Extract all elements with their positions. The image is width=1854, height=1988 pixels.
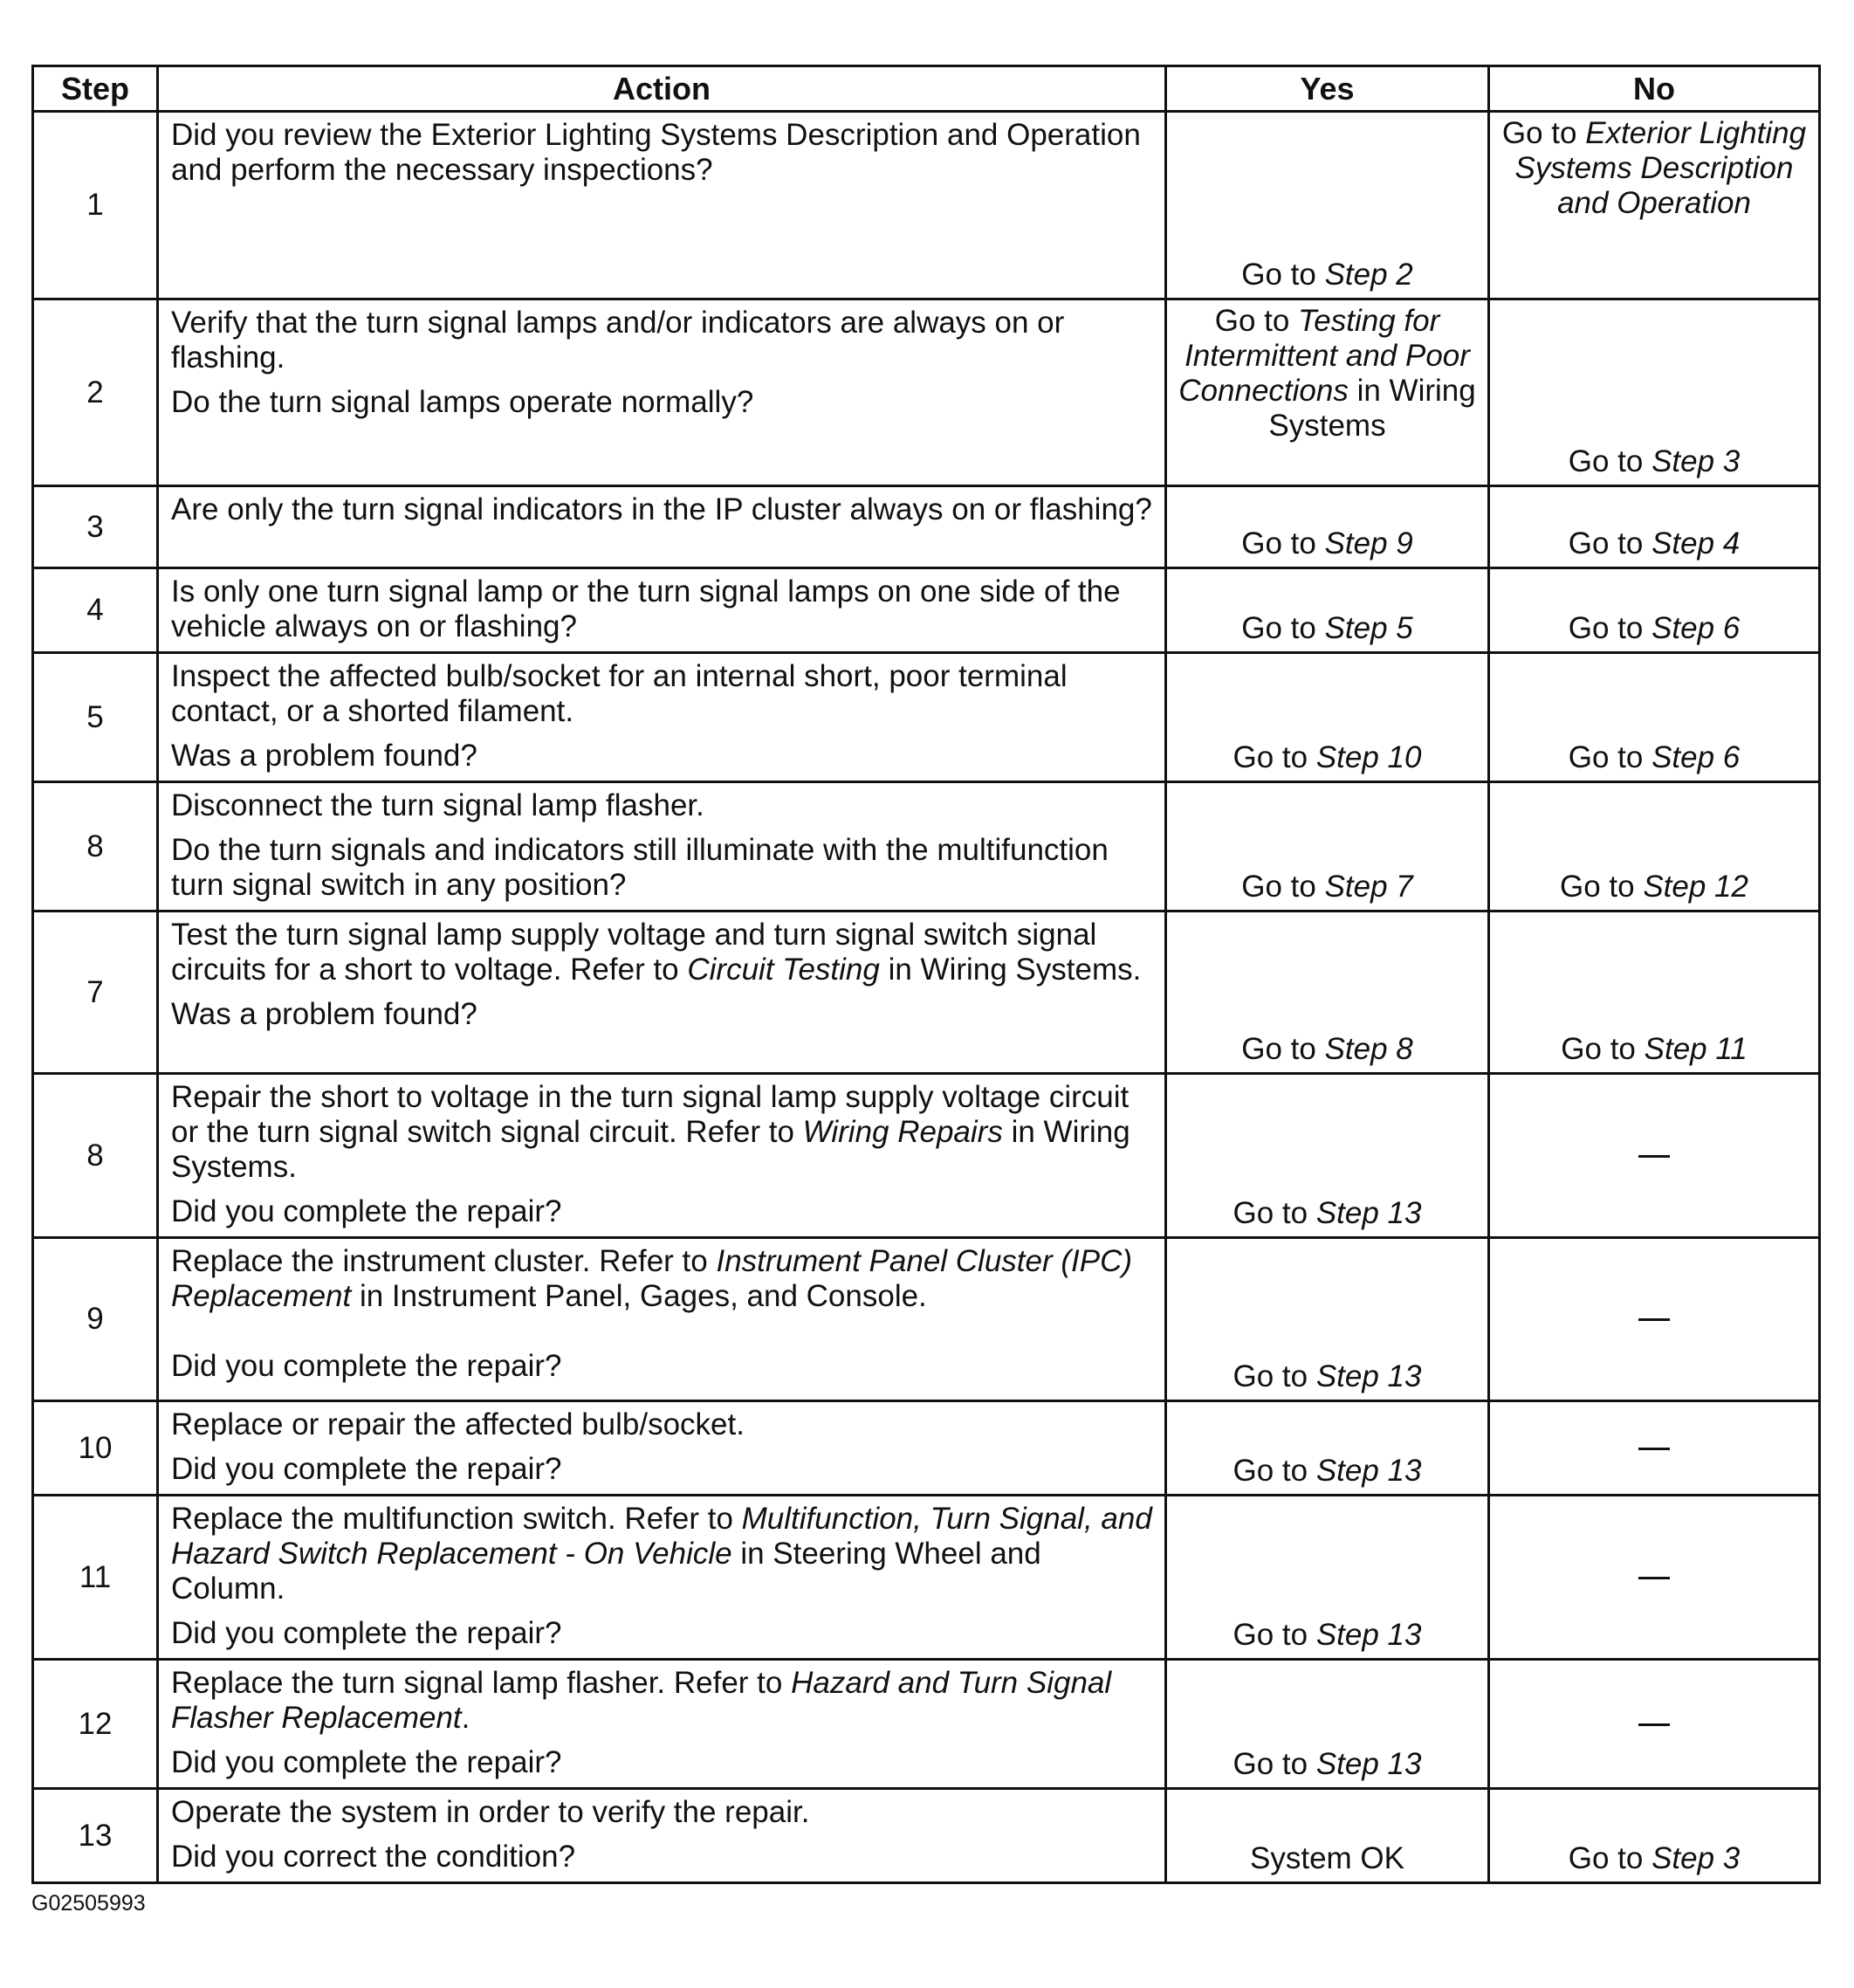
yes-cell [1166, 1074, 1489, 1238]
header-no: No [1489, 66, 1820, 112]
italic-reference: Exterior Lighting Systems Description and Operation [1514, 116, 1807, 220]
italic-reference: Step 6 [1651, 611, 1741, 645]
text-run: Go to [1568, 444, 1652, 478]
table-row [33, 486, 1820, 568]
text-run: Go to [1233, 1747, 1316, 1781]
yes-cell [1166, 486, 1489, 568]
table-row [33, 1401, 1820, 1496]
no-cell [1489, 653, 1820, 782]
italic-reference: Step 6 [1651, 740, 1741, 774]
text-run: Go to [1241, 258, 1325, 292]
no-cell [1489, 112, 1820, 299]
text-run: Verify that the turn signal lamps and/or indicators are always on or flashing. [171, 306, 1065, 375]
action-cell [158, 1238, 1166, 1401]
table-row [33, 568, 1820, 653]
action-text [171, 118, 1152, 188]
text-run: Test the turn signal lamp supply voltage and turn signal switch signal circuits for a short to voltage. Refer to [171, 918, 1097, 987]
italic-reference: Step 12 [1643, 870, 1748, 904]
text-run: Go to [1233, 1359, 1316, 1393]
action-cell [158, 112, 1166, 299]
no-cell [1489, 486, 1820, 568]
step-number: 11 [33, 1496, 158, 1660]
text-run: Is only one turn signal lamp or the turn signal lamps on one side of the vehicle always on or flashing? [171, 574, 1121, 643]
dash-mark [1638, 1723, 1670, 1726]
yes-cell [1166, 1660, 1489, 1789]
yes-cell [1166, 1789, 1489, 1883]
step-number: 9 [33, 1238, 158, 1401]
action-cell [158, 782, 1166, 911]
spacer [171, 1314, 1152, 1349]
text-run: Operate the system in order to verify the repair. [171, 1795, 810, 1829]
step-number: 1 [33, 112, 158, 299]
action-question [171, 1840, 1152, 1874]
italic-reference: Step 9 [1324, 526, 1413, 561]
step-number: 8 [33, 782, 158, 911]
text-run: in Steering Wheel and Column. [171, 1537, 1041, 1606]
step-number: 12 [33, 1660, 158, 1789]
action-question [171, 739, 1152, 774]
text-run: . [461, 1701, 470, 1735]
action-question [171, 1194, 1152, 1229]
dash-mark [1638, 1448, 1670, 1450]
yes-cell [1166, 568, 1489, 653]
action-question [171, 833, 1152, 903]
text-run: Did you complete the repair? [171, 1349, 562, 1383]
step-number: 3 [33, 486, 158, 568]
table-row [33, 782, 1820, 911]
step-number: 13 [33, 1789, 158, 1883]
table-row [33, 1660, 1820, 1789]
action-text [171, 1502, 1152, 1606]
text-run: Replace or repair the affected bulb/socket. [171, 1407, 745, 1441]
text-run: Do the turn signals and indicators still illuminate with the multifunction turn signal switch in any position? [171, 833, 1109, 902]
yes-cell [1166, 1496, 1489, 1660]
header-row [33, 66, 1820, 112]
no-cell-empty [1489, 1496, 1820, 1660]
no-cell [1489, 911, 1820, 1074]
action-cell [158, 653, 1166, 782]
action-cell [158, 1401, 1166, 1496]
dash-mark [1638, 1318, 1670, 1321]
header-action: Action [158, 66, 1166, 112]
yes-cell [1166, 299, 1489, 486]
no-cell-empty [1489, 1074, 1820, 1238]
italic-reference: Step 13 [1315, 1359, 1422, 1393]
no-cell [1489, 1789, 1820, 1883]
italic-reference: Step 5 [1324, 611, 1413, 645]
action-text [171, 1795, 1152, 1830]
step-number: 2 [33, 299, 158, 486]
yes-cell [1166, 653, 1489, 782]
text-run: Go to [1241, 611, 1325, 645]
text-run: Replace the turn signal lamp flasher. Refer to [171, 1666, 792, 1700]
text-run: Was a problem found? [171, 739, 477, 773]
text-run: in Wiring Systems. [171, 1115, 1130, 1184]
step-number: 4 [33, 568, 158, 653]
action-cell [158, 486, 1166, 568]
text-run: System OK [1250, 1841, 1404, 1875]
italic-reference: Step 3 [1651, 1841, 1741, 1875]
text-run: Did you review the Exterior Lighting Systems Description and Operation and perform the necessary inspections? [171, 118, 1141, 187]
header-step: Step [33, 66, 158, 112]
action-question [171, 1452, 1152, 1487]
italic-reference: Step 3 [1651, 444, 1741, 478]
yes-cell [1166, 1401, 1489, 1496]
text-run: Was a problem found? [171, 997, 477, 1031]
italic-reference: Step 4 [1651, 526, 1741, 561]
action-text [171, 918, 1152, 987]
text-run: Go to [1233, 740, 1316, 774]
yes-cell [1166, 911, 1489, 1074]
action-question [171, 997, 1152, 1032]
action-cell [158, 1660, 1166, 1789]
italic-reference: Step 13 [1315, 1618, 1422, 1652]
text-run: Replace the instrument cluster. Refer to [171, 1244, 717, 1278]
text-run: Go to [1233, 1454, 1316, 1488]
text-run: Did you correct the condition? [171, 1840, 576, 1874]
step-number: 5 [33, 653, 158, 782]
yes-cell [1166, 112, 1489, 299]
no-cell [1489, 782, 1820, 911]
step-number: 8 [33, 1074, 158, 1238]
text-run: Go to [1241, 870, 1325, 904]
italic-reference: Circuit Testing [687, 953, 880, 987]
text-run: Do the turn signal lamps operate normally? [171, 385, 754, 419]
text-run: Go to [1241, 1032, 1325, 1066]
action-text [171, 574, 1152, 644]
italic-reference: Step 13 [1315, 1454, 1422, 1488]
italic-reference: Wiring Repairs [802, 1115, 1003, 1149]
text-run: Repair the short to voltage in the turn signal lamp supply voltage circuit or the turn signal switch signal circuit. Refer to [171, 1080, 1130, 1149]
yes-cell [1166, 782, 1489, 911]
figure-id: G02505993 [31, 1891, 146, 1916]
action-text [171, 1244, 1152, 1314]
action-text [171, 1407, 1152, 1442]
action-text [171, 492, 1152, 527]
text-run: Are only the turn signal indicators in the IP cluster always on or flashing? [171, 492, 1152, 526]
table-row [33, 911, 1820, 1074]
table-row [33, 1074, 1820, 1238]
table-row [33, 653, 1820, 782]
action-question [171, 1745, 1152, 1780]
action-cell [158, 568, 1166, 653]
text-run: Did you complete the repair? [171, 1616, 562, 1650]
header-yes: Yes [1166, 66, 1489, 112]
table-row [33, 1789, 1820, 1883]
action-cell [158, 1074, 1166, 1238]
text-run: Go to [1568, 526, 1652, 561]
text-run: Inspect the affected bulb/socket for an internal short, poor terminal contact, or a shorted filament. [171, 659, 1068, 728]
text-run: Go to [1560, 870, 1644, 904]
text-run: Go to [1568, 611, 1652, 645]
text-run: in Instrument Panel, Gages, and Console. [351, 1279, 927, 1313]
action-question [171, 385, 1152, 420]
action-text [171, 659, 1152, 729]
action-cell [158, 1789, 1166, 1883]
text-run: Go to [1233, 1196, 1316, 1230]
italic-reference: Step 13 [1315, 1747, 1422, 1781]
diagnostic-table [31, 65, 1821, 1884]
table-row [33, 299, 1820, 486]
italic-reference: Step 7 [1324, 870, 1413, 904]
text-run: in Wiring Systems [1268, 374, 1476, 443]
italic-reference: Step 2 [1324, 258, 1413, 292]
italic-reference: Step 11 [1644, 1032, 1748, 1066]
no-cell-empty [1489, 1401, 1820, 1496]
table-row [33, 1496, 1820, 1660]
text-run: Replace the multifunction switch. Refer to [171, 1502, 742, 1536]
text-run: Go to [1241, 526, 1325, 561]
italic-reference: Multifunction, Turn Signal, and Hazard Switch Replacement - On Vehicle [171, 1502, 1152, 1571]
action-text [171, 1666, 1152, 1736]
text-run: Go to [1501, 116, 1586, 150]
no-cell [1489, 568, 1820, 653]
text-run: Did you complete the repair? [171, 1745, 562, 1779]
table-row [33, 112, 1820, 299]
text-run: Go to [1214, 304, 1299, 338]
text-run: Go to [1568, 1841, 1652, 1875]
table-row [33, 1238, 1820, 1401]
italic-reference: Step 13 [1315, 1196, 1422, 1230]
text-run: Go to [1561, 1032, 1645, 1066]
step-number: 7 [33, 911, 158, 1074]
no-cell [1489, 299, 1820, 486]
dash-mark [1638, 1577, 1670, 1579]
italic-reference: Testing for Intermittent and Poor Connections [1178, 304, 1470, 408]
italic-reference: Step 8 [1324, 1032, 1413, 1066]
text-run: Disconnect the turn signal lamp flasher. [171, 788, 704, 822]
action-question [171, 1349, 1152, 1384]
action-text [171, 1080, 1152, 1185]
action-text [171, 788, 1152, 823]
italic-reference: Instrument Panel Cluster (IPC) Replacement [171, 1244, 1133, 1313]
italic-reference: Step 10 [1315, 740, 1422, 774]
step-number: 10 [33, 1401, 158, 1496]
italic-reference: Hazard and Turn Signal Flasher Replacement [171, 1666, 1112, 1735]
text-run: Go to [1568, 740, 1652, 774]
action-text [171, 306, 1152, 375]
text-run: in Wiring Systems. [879, 953, 1142, 987]
action-cell [158, 299, 1166, 486]
action-cell [158, 911, 1166, 1074]
dash-mark [1638, 1155, 1670, 1158]
no-cell-empty [1489, 1238, 1820, 1401]
yes-cell [1166, 1238, 1489, 1401]
text-run: Did you complete the repair? [171, 1452, 562, 1486]
text-run: Did you complete the repair? [171, 1194, 562, 1228]
action-cell [158, 1496, 1166, 1660]
text-run: Go to [1233, 1618, 1316, 1652]
action-question [171, 1616, 1152, 1651]
no-cell-empty [1489, 1660, 1820, 1789]
